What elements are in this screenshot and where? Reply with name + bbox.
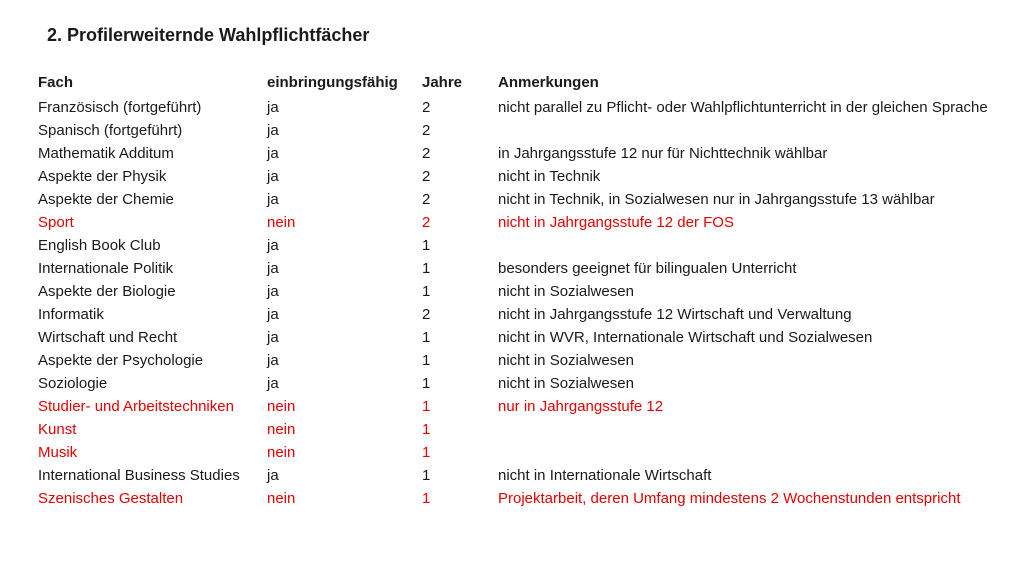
table-row <box>38 327 1018 350</box>
table-header-row <box>38 72 1018 97</box>
subject-cell: English Book Club <box>38 237 161 254</box>
years-cell: 2 <box>422 306 431 323</box>
years-cell: 1 <box>422 352 431 369</box>
remarks-cell: nicht in Sozialwesen <box>498 375 634 392</box>
table-row <box>38 304 1018 327</box>
subject-cell: Internationale Politik <box>38 260 174 277</box>
creditable-cell: nein <box>267 398 296 415</box>
years-cell: 2 <box>422 168 431 185</box>
table-row <box>38 350 1018 373</box>
remarks-cell: nicht in WVR, Internationale Wirtschaft und Sozialwesen <box>498 329 873 346</box>
subject-cell: Sport <box>38 214 74 231</box>
years-cell: 1 <box>422 398 431 415</box>
subject-cell: Wirtschaft und Recht <box>38 329 178 346</box>
creditable-cell: ja <box>267 122 279 139</box>
subject-cell: Aspekte der Physik <box>38 168 167 185</box>
creditable-cell: nein <box>267 490 296 507</box>
years-cell: 1 <box>422 490 431 507</box>
table-row <box>38 442 1018 465</box>
creditable-cell: ja <box>267 352 279 369</box>
subject-cell: Mathematik Additum <box>38 145 174 162</box>
years-cell: 1 <box>422 329 431 346</box>
subject-cell: Studier- und Arbeitstechniken <box>38 398 234 415</box>
remarks-cell: nicht in Internationale Wirtschaft <box>498 467 712 484</box>
remarks-cell: nicht in Sozialwesen <box>498 283 634 300</box>
header-anmerkungen: Anmerkungen <box>498 74 599 91</box>
years-cell: 2 <box>422 122 431 139</box>
creditable-cell: ja <box>267 99 279 116</box>
years-cell: 2 <box>422 99 431 116</box>
table-body <box>38 97 1018 511</box>
creditable-cell: ja <box>267 306 279 323</box>
subject-cell: Kunst <box>38 421 77 438</box>
table-row <box>38 419 1018 442</box>
remarks-cell: nicht in Jahrgangsstufe 12 Wirtschaft und Verwaltung <box>498 306 852 323</box>
table-row <box>38 396 1018 419</box>
table-row <box>38 212 1018 235</box>
creditable-cell: ja <box>267 375 279 392</box>
years-cell: 1 <box>422 467 431 484</box>
table-row <box>38 465 1018 488</box>
subject-cell: Aspekte der Psychologie <box>38 352 204 369</box>
creditable-cell: ja <box>267 191 279 208</box>
header-jahre: Jahre <box>422 74 463 91</box>
table-row <box>38 166 1018 189</box>
subject-cell: Aspekte der Chemie <box>38 191 174 208</box>
subject-cell: Soziologie <box>38 375 108 392</box>
years-cell: 1 <box>422 237 431 254</box>
creditable-cell: ja <box>267 329 279 346</box>
table-row <box>38 97 1018 120</box>
years-cell: 1 <box>422 283 431 300</box>
remarks-cell: nicht in Sozialwesen <box>498 352 634 369</box>
years-cell: 1 <box>422 444 431 461</box>
subject-cell: Französisch (fortgeführt) <box>38 99 202 116</box>
table-row <box>38 235 1018 258</box>
table-row <box>38 281 1018 304</box>
remarks-cell: nicht in Technik <box>498 168 601 185</box>
remarks-cell: nicht in Technik, in Sozialwesen nur in Jahrgangsstufe 13 wählbar <box>498 191 935 208</box>
creditable-cell: ja <box>267 260 279 277</box>
creditable-cell: ja <box>267 467 279 484</box>
table-row <box>38 258 1018 281</box>
table-row <box>38 189 1018 212</box>
table-row <box>38 120 1018 143</box>
creditable-cell: ja <box>267 283 279 300</box>
years-cell: 2 <box>422 214 431 231</box>
creditable-cell: nein <box>267 421 296 438</box>
creditable-cell: ja <box>267 168 279 185</box>
years-cell: 1 <box>422 260 431 277</box>
table-row <box>38 373 1018 396</box>
years-cell: 1 <box>422 421 431 438</box>
years-cell: 2 <box>422 145 431 162</box>
remarks-cell: nicht in Jahrgangsstufe 12 der FOS <box>498 214 734 231</box>
remarks-cell: in Jahrgangsstufe 12 nur für Nichttechnik wählbar <box>498 145 828 162</box>
subject-table <box>38 72 1018 511</box>
page-title: 2. Profilerweiternde Wahlpflichtfächer <box>47 25 370 45</box>
remarks-cell: nicht parallel zu Pflicht- oder Wahlpflichtunterricht in der gleichen Sprache <box>498 99 988 116</box>
subject-cell: Szenisches Gestalten <box>38 490 184 507</box>
remarks-cell: nur in Jahrgangsstufe 12 <box>498 398 664 415</box>
years-cell: 1 <box>422 375 431 392</box>
header-einbringungsfaehig: einbringungsfähig <box>267 74 398 91</box>
subject-cell: Informatik <box>38 306 104 323</box>
creditable-cell: nein <box>267 444 296 461</box>
creditable-cell: ja <box>267 237 279 254</box>
subject-cell: Aspekte der Biologie <box>38 283 176 300</box>
header-fach: Fach <box>38 74 74 91</box>
remarks-cell: besonders geeignet für bilingualen Unterricht <box>498 260 797 277</box>
subject-cell: Spanisch (fortgeführt) <box>38 122 183 139</box>
remarks-cell: Projektarbeit, deren Umfang mindestens 2 Wochenstunden entspricht <box>498 490 961 507</box>
creditable-cell: ja <box>267 145 279 162</box>
subject-cell: Musik <box>38 444 78 461</box>
table-row <box>38 143 1018 166</box>
creditable-cell: nein <box>267 214 296 231</box>
table-row <box>38 488 1018 511</box>
subject-cell: International Business Studies <box>38 467 240 484</box>
years-cell: 2 <box>422 191 431 208</box>
